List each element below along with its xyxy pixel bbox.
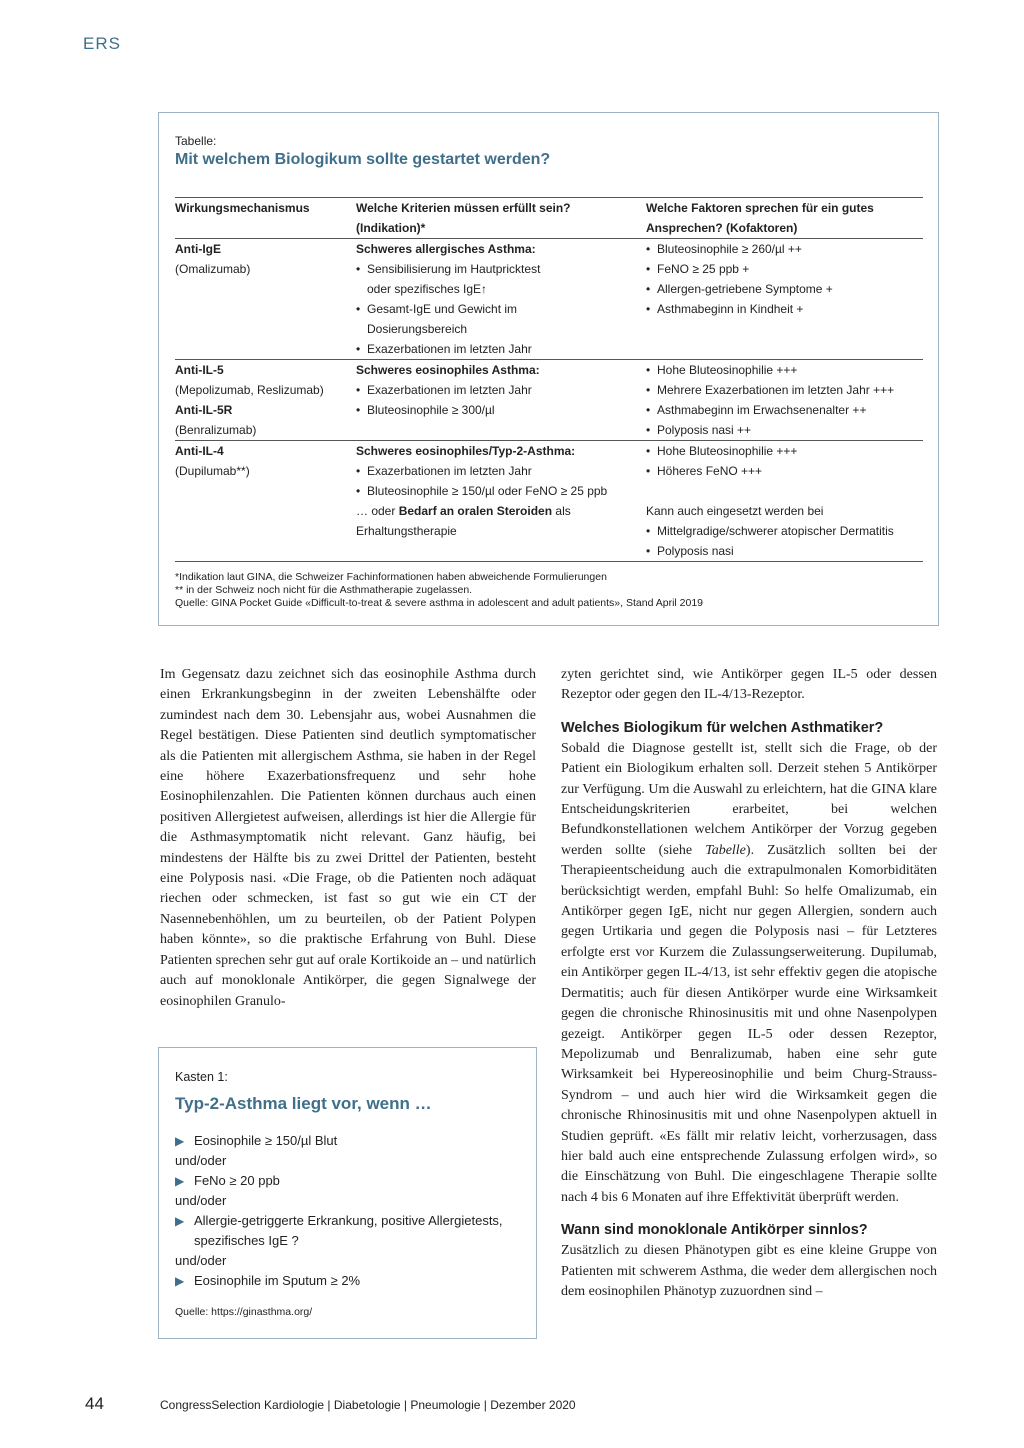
table-cell: Erhaltungstherapie [356, 524, 457, 538]
left-column-text [160, 665, 536, 1012]
table-title: Mit welchem Biologikum sollte gestartet werden? [175, 151, 551, 168]
table-cell: • Mehrere Exazerbationen im letzten Jahr +++ [646, 380, 923, 400]
table-cell: • Polyposis nasi ++ [646, 420, 923, 441]
box-criteria-list [175, 1131, 525, 1291]
table-cell: (Mepolizumab, Reslizumab) [175, 383, 324, 397]
table-cell: Anti-IgE [175, 242, 221, 256]
table-row [175, 360, 923, 381]
list-item: ▶ Eosinophile ≥ 150/µl Blut [175, 1131, 525, 1151]
triangle-right-icon: ▶ [175, 1134, 185, 1148]
table-cell: • Höheres FeNO +++ [646, 461, 923, 481]
table-cell: Schweres allergisches Asthma: [356, 242, 536, 256]
table-cell: • FeNO ≥ 25 ppb + [646, 259, 923, 279]
section-tag: ERS [83, 34, 121, 53]
table-row [175, 461, 923, 481]
table-cell: • Bluteosinophile ≥ 150/µl oder FeNO ≥ 25 ppb [356, 481, 646, 501]
footer-publication: CongressSelection Kardiologie | Diabetologie | Pneumologie | Dezember 2020 [160, 1398, 576, 1412]
triangle-right-icon: ▶ [175, 1174, 185, 1188]
table-box [158, 112, 939, 626]
table-cell: • Asthmabeginn in Kindheit + [646, 299, 923, 319]
table-cell: • Polyposis nasi [646, 541, 923, 562]
table-row [175, 400, 923, 420]
table-group-anti-ige [175, 239, 923, 360]
paragraph: Zusätzlich zu diesen Phänotypen gibt es eine kleine Gruppe von Patienten mit schwerem Asthma, die weder dem allergischen noch dem eosinophilen Phänotyp zuzuordnen sind – [561, 1243, 937, 1299]
table-row [175, 239, 923, 260]
table-row [175, 420, 923, 441]
table-cell: • Bluteosinophile ≥ 260/µl ++ [646, 239, 923, 260]
list-item: ▶ Allergie-getriggerte Erkrankung, positive Allergietests, spezifisches IgE ? [175, 1213, 503, 1248]
table-row [175, 259, 923, 279]
table-cell: • Gesamt-IgE und Gewicht im [356, 299, 646, 319]
table-cell: (Benralizumab) [175, 423, 257, 437]
table-cell: Anti-IL-4 [175, 444, 224, 458]
table-cell: Anti-IL-5R [175, 403, 233, 417]
right-column-text [561, 665, 937, 1302]
box-title: Typ-2-Asthma liegt vor, wenn … [175, 1094, 432, 1113]
table-cell: (Dupilumab**) [175, 464, 250, 478]
table-group-anti-il5 [175, 360, 923, 441]
table-row [175, 441, 923, 462]
section-heading: Welches Biologikum für welchen Asthmatiker? [561, 719, 884, 736]
header-cofactors: Welche Faktoren sprechen für ein gutes Ansprechen? (Kofaktoren) [646, 198, 923, 239]
box-caption: Kasten 1: [175, 1070, 228, 1084]
paragraph: zyten gerichtet sind, wie Antikörper gegen IL-5 oder dessen Rezeptor oder gegen den IL-4/13-Rezeptor. [561, 667, 937, 703]
table-source: Quelle: GINA Pocket Guide «Difficult-to-treat & severe asthma in adolescent and adult patients», Stand April 2019 [175, 597, 704, 609]
triangle-right-icon: ▶ [175, 1274, 185, 1288]
table-cell: Anti-IL-5 [175, 363, 224, 377]
box-source: Quelle: https://ginasthma.org/ [175, 1306, 313, 1318]
connector-text: und/oder [175, 1193, 227, 1208]
table-cell: • Allergen-getriebene Symptome + [646, 279, 923, 299]
list-item: ▶ Eosinophile im Sputum ≥ 2% [175, 1271, 525, 1291]
header-mechanism: Wirkungsmechanismus [175, 198, 356, 239]
triangle-right-icon: ▶ [175, 1214, 185, 1228]
paragraph: Im Gegensatz dazu zeichnet sich das eosinophile Asthma durch einen Erkrankungsbeginn in der zweiten Lebenshälfte oder zumindest nach dem 30. Lebensjahr aus, wobei Ausnahmen die Regel bestätigen. Diese Patienten sind deutlich symptomatischer als die Patienten mit allergischem Asthma, sie haben in der Regel eine höhere Exazerbationsfrequenz und sehr hohe Eosinophilenzahlen. Die Patienten können durchaus auch einen positiven Allergietest aufweisen, allerdings ist hier die Allergie für die Asthmasymptomatik nicht relevant. Ganz häufig, bei mindestens der Hälfte bis zu zwei Drittel der Patienten, besteht eine Polyposis nasi. «Die Frage, ob die Patienten noch adäquat riechen oder schmecken, ist fast so gut wie ein CT der Nasennebenhöhlen, um zu beurteilen, ob der Patient Polypen haben könnte», so die praktische Erfahrung von Buhl. Diese Patienten sprechen sehr gut auf orale Kortikoide an – und natürlich auch auf monoklonale Antikörper, die gegen Signalwege der eosinophilen Granulo- [160, 667, 536, 1009]
table-cell: Kann auch eingesetzt werden bei [646, 504, 824, 518]
table-row [175, 279, 923, 299]
table-cell: Schweres eosinophiles Asthma: [356, 363, 540, 377]
table-cell: … oder Bedarf an oralen Steroiden als [356, 504, 571, 518]
table-row [175, 299, 923, 319]
table-cell: Schweres eosinophiles/Typ-2-Asthma: [356, 444, 576, 458]
table-caption: Tabelle: [175, 134, 217, 148]
connector-text: und/oder [175, 1253, 227, 1268]
biologics-table [175, 197, 923, 562]
table-row [175, 541, 923, 562]
table-cell: (Omalizumab) [175, 262, 251, 276]
table-cell: • Asthmabeginn im Erwachsenenalter ++ [646, 400, 923, 420]
table-cell: Dosierungsbereich [367, 322, 468, 336]
table-cell: • Hohe Bluteosinophilie +++ [646, 441, 923, 462]
section-heading: Wann sind monoklonale Antikörper sinnlos? [561, 1222, 868, 1239]
table-cell: • Hohe Bluteosinophilie +++ [646, 360, 923, 381]
info-box [158, 1047, 537, 1339]
table-cell: • Exazerbationen im letzten Jahr [356, 380, 646, 400]
header-criteria: Welche Kriterien müssen erfüllt sein? (Indikation)* [356, 198, 646, 239]
table-cell: • Exazerbationen im letzten Jahr [356, 461, 646, 481]
table-footnotes [175, 571, 703, 610]
paragraph: Sobald die Diagnose gestellt ist, stellt sich die Frage, ob der Patient ein Biologikum erhalten soll. Derzeit stehen 5 Antikörper zur Verfügung. Um die Auswahl zu erleichtern, hat die GINA klare Entscheidungskriterien erarbeitet, bei welchen Befundkonstellationen welchem Antikörper der Vorzug gegeben werden sollte (siehe Tabelle). Zusätzlich sollten bei der Therapieentscheidung auch die extrapulmonalen Komorbiditäten berücksichtigt werden, empfahl Buhl: So helfe Omalizumab, ein Antikörper gegen IgE, nicht nur gegen Allergien, sondern auch gegen Urtikaria und gegen die Polyposis nasi – für Letzteres erfolgte erst vor Kurzem die Zulassungserweiterung. Dupilumab, ein Antikörper gegen IL-4/13, ist sehr effektiv gegen die atopische Dermatitis; auch für diesen Antikörper wurde eine Wirksamkeit gegen die chronische Rhinosinusitis mit und ohne Nasenpolypen gezeigt. Antikörper gegen IL-5 oder dessen Rezeptor, Mepolizumab und Benralizumab, haben eine sehr gute Wirksamkeit bei Hypereosinophilie und beim Churg-Strauss-Syndrom – und auch hier wird die Wirksamkeit gegen die chronische Rhinosinusitis mit und ohne Nasenpolypen aktuell in Studien geprüft. «Es fällt mir relativ leicht, vorherzusagen, dass hier bald auch eine entsprechende Zulassung erfolgen wird», so die Einschätzung von Buhl. Die eingeschlagene Therapie sollte nach 4 bis 6 Monaten auf ihre Effektivität überprüft werden. [561, 740, 937, 1205]
table-cell: oder spezifisches IgE↑ [367, 282, 488, 296]
table-row [175, 380, 923, 400]
table-row [175, 501, 923, 521]
table-row [175, 339, 923, 360]
table-group-anti-il4 [175, 441, 923, 562]
table-cell: • Sensibilisierung im Hautpricktest [356, 259, 646, 279]
list-item: ▶ FeNo ≥ 20 ppb [175, 1171, 525, 1191]
table-cell: • Mittelgradige/schwerer atopischer Dermatitis [646, 521, 923, 541]
table-cell: • Bluteosinophile ≥ 300/µl [356, 400, 646, 420]
table-row [175, 481, 923, 501]
connector-text: und/oder [175, 1153, 227, 1168]
footnote: ** in der Schweiz noch nicht für die Asthmatherapie zugelassen. [175, 584, 473, 596]
table-row [175, 521, 923, 541]
table-row [175, 319, 923, 339]
footnote: *Indikation laut GINA, die Schweizer Fachinformationen haben abweichende Formulierungen [175, 571, 607, 583]
table-cell: • Exazerbationen im letzten Jahr [356, 339, 646, 360]
page-number: 44 [85, 1394, 104, 1413]
